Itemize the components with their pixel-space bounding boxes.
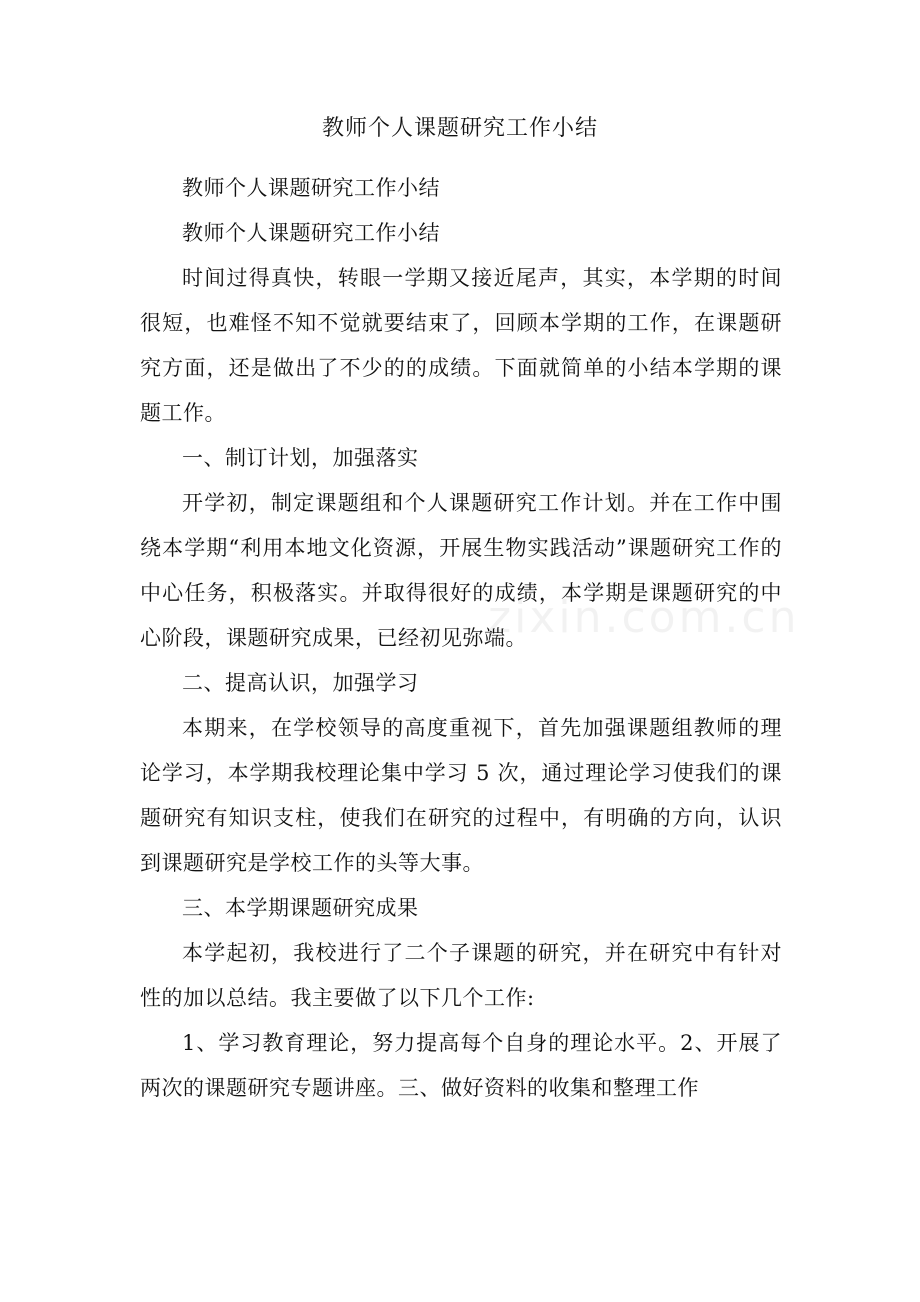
paragraph: 教师个人课题研究工作小结 <box>182 176 440 200</box>
watermark: zixin.com.cn <box>488 592 800 643</box>
paragraph: 1、学习教育理论，努力提高每个自身的理论水平。2、开展了两次的课题研究专题讲座。三、做好资料的收集和整理工作 <box>140 1031 782 1100</box>
section-heading: 二、提高认识，加强学习 <box>182 671 419 695</box>
paragraph: 本期来，在学校领导的高度重视下，首先加强课题组教师的理论学习，本学期我校理论集中学习 5 次，通过理论学习使我们的课题研究有知识支柱，使我们在研究的过程中，有明确的方向，认识到课题研究是学校工作的头等大事。 <box>140 716 782 875</box>
paragraph: 时间过得真快，转眼一学期又接近尾声，其实，本学期的时间很短，也难怪不知不觉就要结束了，回顾本学期的工作，在课题研究方面，还是做出了不少的的成绩。下面就简单的小结本学期的课题工作。 <box>140 266 782 425</box>
paragraph: 本学起初，我校进行了二个子课题的研究，并在研究中有针对性的加以总结。我主要做了以下几个工作: <box>140 941 782 1010</box>
document-body <box>140 166 782 1111</box>
document-title: 教师个人课题研究工作小结 <box>321 116 598 141</box>
paragraph: 开学初，制定课题组和个人课题研究工作计划。并在工作中围绕本学期“利用本地文化资源，开展生物实践活动”课题研究工作的中心任务，积极落实。并取得很好的成绩，本学期是课题研究的中心阶段，课题研究成果，已经初见弥端。 <box>140 491 782 650</box>
paragraph: 教师个人课题研究工作小结 <box>182 221 440 245</box>
section-heading: 一、制订计划，加强落实 <box>182 446 419 470</box>
section-heading: 三、本学期课题研究成果 <box>182 896 419 920</box>
